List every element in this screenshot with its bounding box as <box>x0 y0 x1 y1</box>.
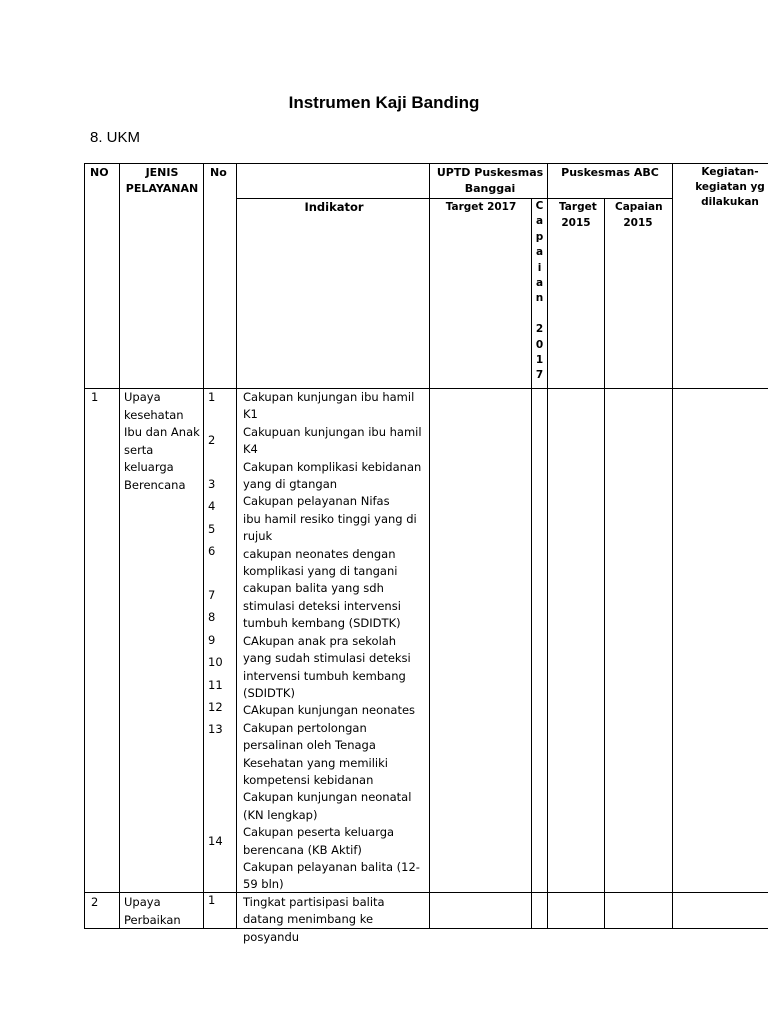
row-1-number: 1 <box>208 390 216 404</box>
indicator-item: cakupan balita yang sdh stimulasi deteksi intervensi tumbuh kembang (SDIDTK) <box>243 581 401 631</box>
capaian-char: i <box>537 261 542 274</box>
row-1-indicators <box>243 389 428 894</box>
row-1-number: 6 <box>208 544 216 558</box>
indicator-item: Cakupan kunjungan neonatal (KN lengkap) <box>243 790 412 822</box>
capaian-char: n <box>535 292 544 305</box>
indicator-item: CAkupan kunjungan neonates <box>243 703 416 718</box>
indicator-item: Cakupan komplikasi kebidanan yang di gtangan <box>243 459 422 492</box>
header-capaian-2015: Capaian 2015 <box>615 201 663 229</box>
col-line <box>236 163 237 929</box>
capaian-char: 2 <box>535 323 544 336</box>
row-2-no: 2 <box>91 895 99 909</box>
row-1-number: 14 <box>208 834 223 848</box>
table-border-left <box>84 163 85 929</box>
capaian-char: C <box>535 200 544 212</box>
indicator-item: cakupan neonates dengan komplikasi yang di tangani <box>243 546 398 579</box>
col-line <box>119 163 120 929</box>
capaian-char: 7 <box>535 369 544 382</box>
table-border-top <box>84 163 768 164</box>
header-no: NO <box>90 166 109 179</box>
indicator-item: ibu hamil resiko tinggi yang di rujuk <box>243 511 417 544</box>
indicator-item: Cakupan peserta keluarga berencana (KB Aktif) <box>243 825 395 857</box>
header-capaian-2017 <box>532 199 547 384</box>
capaian-char: a <box>535 215 544 228</box>
row-2-indicator: Tingkat partisipasi balita datang menimbang ke posyandu <box>243 895 385 944</box>
row-1-number: 10 <box>208 655 223 669</box>
indicator-item: CAkupan anak pra sekolah yang sudah stimulasi deteksi intervensi tumbuh kembang (SDIDTK) <box>243 633 411 700</box>
capaian-char: a <box>535 246 544 259</box>
row-1-number: 5 <box>208 522 216 536</box>
row-1-number: 11 <box>208 678 223 692</box>
col-line <box>547 163 548 929</box>
col-line <box>672 163 673 929</box>
indicator-item: Cakupan kunjungan ibu hamil K1 <box>243 390 415 422</box>
col-line <box>429 163 430 929</box>
header-subdivider <box>236 198 672 199</box>
header-puskesmas-abc: Puskesmas ABC <box>561 166 659 179</box>
header-indikator: Indikator <box>304 200 364 214</box>
section-heading: 8. UKM <box>90 129 141 146</box>
row-1-no: 1 <box>91 390 99 404</box>
header-kegiatan: Kegiatan-kegiatan yg dilakukan <box>695 166 765 208</box>
capaian-char: a <box>535 277 544 290</box>
row-2-number: 1 <box>208 893 216 907</box>
row-1-number: 3 <box>208 477 216 491</box>
row-2-jenis: Upaya Perbaikan <box>124 895 181 927</box>
col-line <box>604 198 605 929</box>
header-target-2015: Target 2015 <box>559 201 597 229</box>
capaian-char: 0 <box>535 338 544 351</box>
row-1-number: 13 <box>208 722 223 736</box>
header-uptd: UPTD Puskesmas Banggai <box>436 166 544 195</box>
header-target-2017: Target 2017 <box>445 201 517 213</box>
indicator-item: Cakupan pelayanan balita (12-59 bln) <box>243 859 420 892</box>
row-1-number: 4 <box>208 499 216 513</box>
row-1-number: 8 <box>208 610 216 624</box>
indicator-item: Cakupan pelayanan Nifas <box>243 494 390 509</box>
header-no-indikator: No <box>210 166 227 179</box>
row-1-number: 7 <box>208 588 216 602</box>
capaian-char: 1 <box>535 354 544 367</box>
row-1-jenis: Upaya kesehatan Ibu dan Anak serta keluarga Berencana <box>124 390 200 492</box>
indicator-item: Cakupuan kunjungan ibu hamil K4 <box>243 424 422 457</box>
indicator-item: Cakupan pertolongan persalinan oleh Tenaga Kesehatan yang memiliki kompetensi kebidanan <box>243 720 388 787</box>
document-title: Instrumen Kaji Banding <box>288 93 480 112</box>
row-1-number: 12 <box>208 700 223 714</box>
row-1-number: 9 <box>208 633 216 647</box>
header-jenis-pelayanan: JENIS PELAYANAN <box>125 166 199 195</box>
row-1-number: 2 <box>208 433 216 447</box>
capaian-char <box>532 307 547 322</box>
col-line <box>203 163 204 929</box>
comparison-table <box>84 163 768 944</box>
capaian-char: p <box>535 230 544 243</box>
